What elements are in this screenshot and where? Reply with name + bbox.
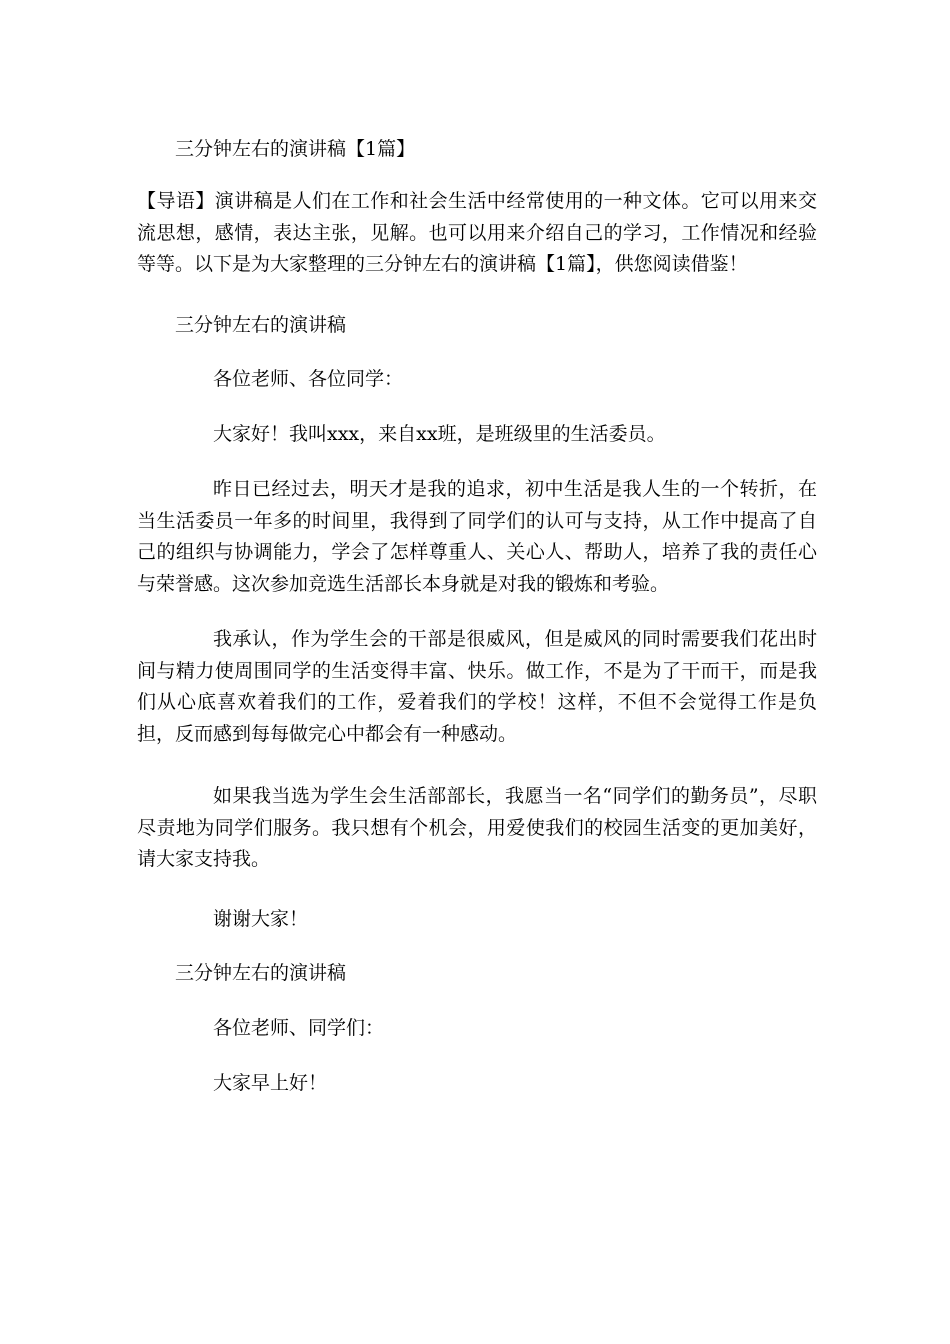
speech1-paragraph-3: 如果我当选为学生会生活部部长，我愿当一名“同学们的勤务员”，尽职尽责地为同学们服务。我只想有个机会，用爱使我们的校园生活变的更加美好，请大家支持我。 (137, 785, 817, 870)
speech1-salutation: 各位老师、各位同学： (213, 368, 404, 390)
speech2-salutation: 各位老师、同学们： (213, 1017, 385, 1039)
document-title: 三分钟左右的演讲稿【1篇】 (175, 138, 416, 160)
speech1-greeting: 大家好！我叫xxx，来自xx班，是班级里的生活委员。 (213, 423, 666, 445)
speech1-paragraph-2: 我承认，作为学生会的干部是很威风，但是威风的同时需要我们花出时间与精力使周围同学的生活变得丰富、快乐。做工作，不是为了干而干，而是我们从心底喜欢着我们的工作，爱着我们的学校！这样，不但不会觉得工作是负担，反而感到每每做完心中都会有一种感动。 (137, 628, 817, 745)
speech2-greeting: 大家早上好！ (213, 1072, 328, 1094)
speech2-heading: 三分钟左右的演讲稿 (175, 962, 347, 984)
speech1-paragraph-1: 昨日已经过去，明天才是我的追求，初中生活是我人生的一个转折，在当生活委员一年多的时间里，我得到了同学们的认可与支持，从工作中提高了自己的组织与协调能力，学会了怎样尊重人、关心人、帮助人，培养了我的责任心与荣誉感。这次参加竞选生活部长本身就是对我的锻炼和考验。 (137, 478, 817, 595)
speech1-heading: 三分钟左右的演讲稿 (175, 314, 347, 336)
intro-paragraph: 【导语】演讲稿是人们在工作和社会生活中经常使用的一种文体。它可以用来交流思想，感情，表达主张，见解。也可以用来介绍自己的学习，工作情况和经验等等。以下是为大家整理的三分钟左右的演讲稿【1篇】，供您阅读借鉴！ (137, 190, 817, 275)
speech1-closing: 谢谢大家！ (213, 908, 309, 930)
